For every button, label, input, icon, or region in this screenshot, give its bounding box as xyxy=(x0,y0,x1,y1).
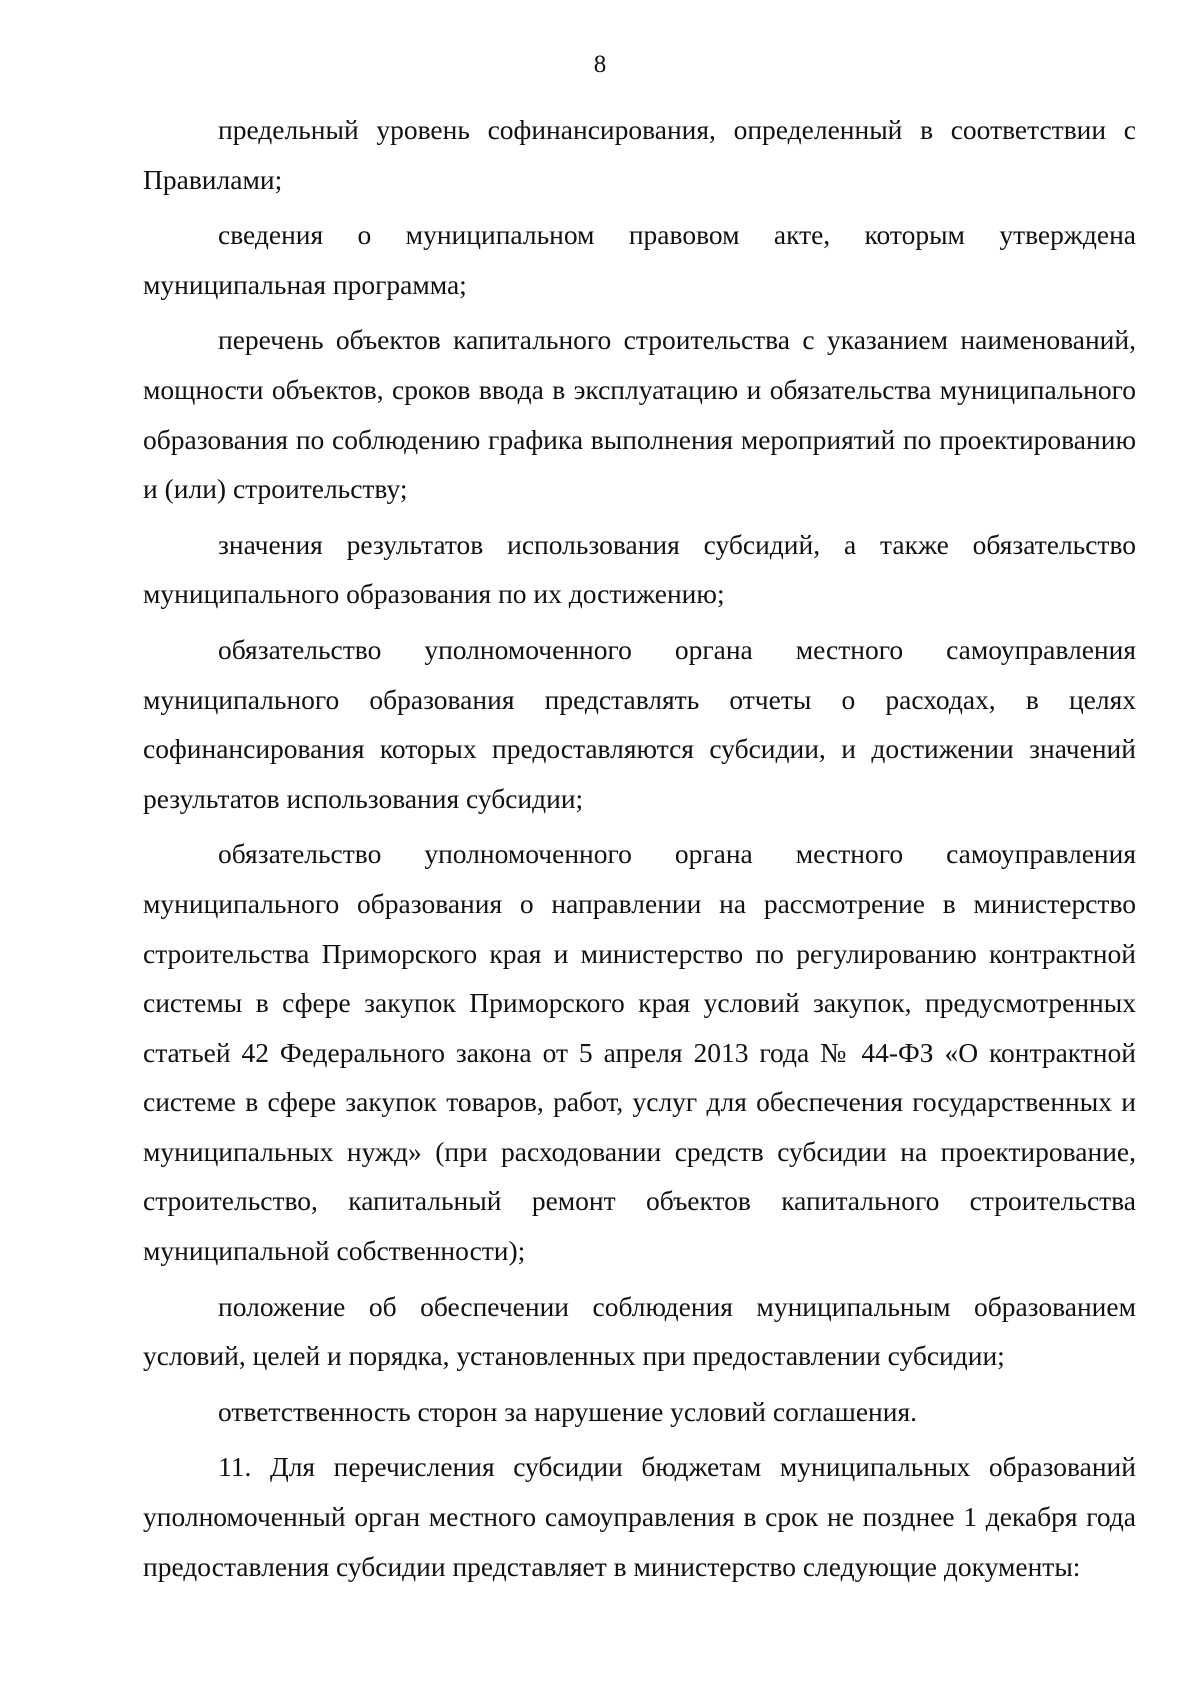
paragraph-responsibility: ответственность сторон за нарушение условий соглашения. xyxy=(218,1395,917,1427)
page-number: 8 xyxy=(593,51,607,78)
paragraph-subsidy-results: значения результатов использования субсидий, а также обязательство муниципального образования по их достижению; xyxy=(143,528,1136,610)
paragraph-cofinancing-level: предельный уровень софинансирования, определенный в соответствии с Правилами; xyxy=(143,114,1136,195)
paragraph-municipal-act: сведения о муниципальном правовом акте, которым утверждена муниципальная программа; xyxy=(143,219,1136,300)
paragraph-procurement-obligation: обязательство уполномоченного органа местного самоуправления муниципального образования о направлении на рассмотрение в министерство строительства Приморского края и министерство по регулированию контрактной системы в сфере закупок Приморского края условий закупок, предусмотренных статьей 42 Федерального закона от 5 апреля 2013 года № 44-ФЗ «О контрактной системе в сфере закупок товаров, работ, услуг для обеспечения государственных и муниципальных нужд» (при расходовании средств субсидии на проектирование, строительство, капитальный ремонт объектов капитального строительства муниципальной собственности); xyxy=(143,838,1136,1267)
paragraph-construction-objects: перечень объектов капитального строительства с указанием наименований, мощности объектов, сроков ввода в эксплуатацию и обязательства муниципального образования по соблюдению графика выполнения мероприятий по проектированию и (или) строительству; xyxy=(143,324,1136,505)
paragraph-reporting-obligation: обязательство уполномоченного органа местного самоуправления муниципального образования представлять отчеты о расходах, в целях софинансирования которых предоставляются субсидии, и достижении значений результатов использования субсидии; xyxy=(143,633,1136,814)
paragraph-compliance-provision: положение об обеспечении соблюдения муниципальным образованием условий, целей и порядка, установленных при предоставлении субсидии; xyxy=(143,1290,1136,1372)
document-body xyxy=(143,105,1136,1597)
paragraph-item-11: 11. Для перечисления субсидии бюджетам муниципальных образований уполномоченный орган местного самоуправления в срок не позднее 1 декабря года предоставления субсидии представляет в министерство следующие документы: xyxy=(143,1451,1136,1582)
